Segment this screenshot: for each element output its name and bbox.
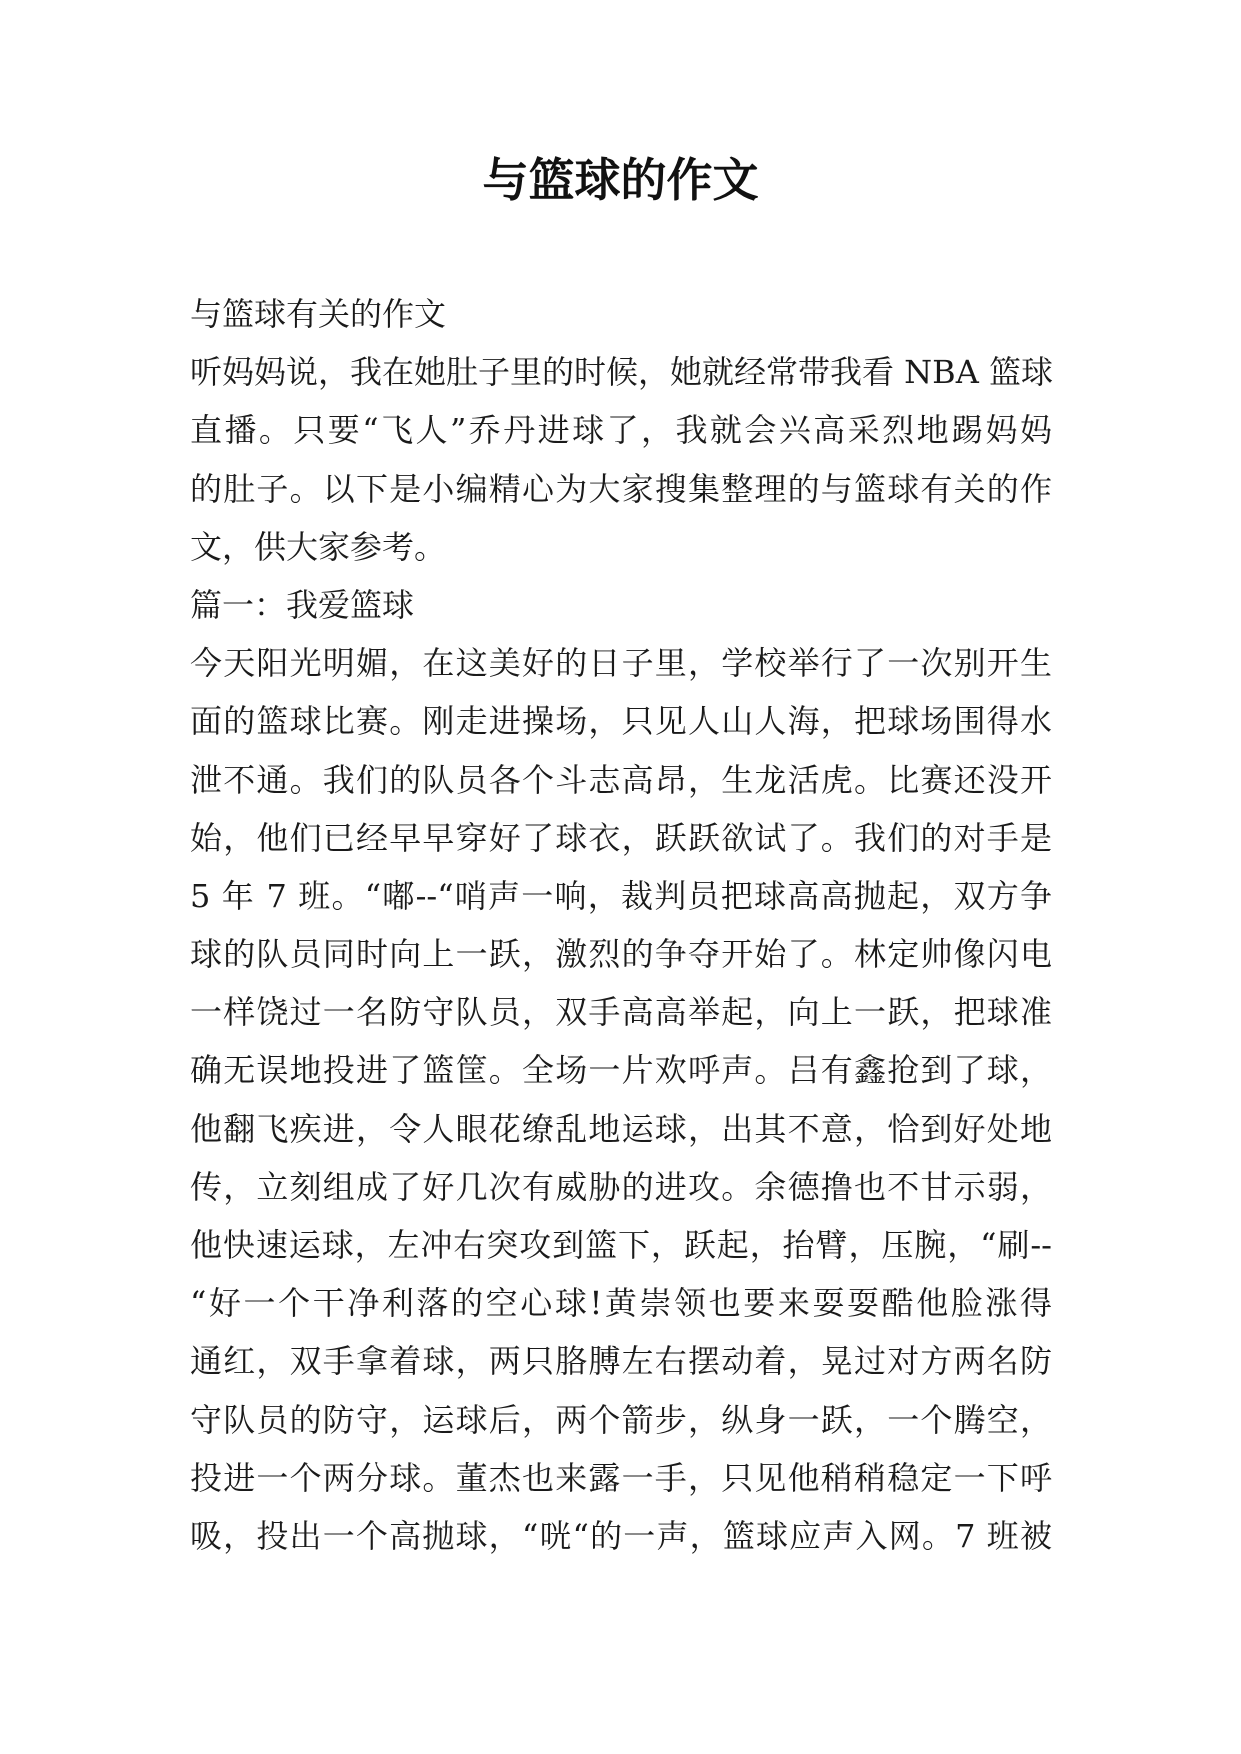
text-line: 面的篮球比赛。刚走进操场，只见人山人海，把球场围得水 [190, 702, 1052, 741]
text-line: 确无误地投进了篮筐。全场一片欢呼声。吕有鑫抢到了球， [190, 1051, 1052, 1090]
section-heading: 篇一：我爱篮球 [190, 585, 415, 624]
text-line: 直播。只要“飞人”乔丹进球了，我就会兴高采烈地踢妈妈 [190, 411, 1052, 450]
document-body [190, 285, 1052, 1565]
text-line: 的肚子。以下是小编精心为大家搜集整理的与篮球有关的作 [190, 469, 1052, 508]
text-line: 听妈妈说，我在她肚子里的时候，她就经常带我看 NBA 篮球 [190, 353, 1053, 392]
text-line: 他翻飞疾进，令人眼花缭乱地运球，出其不意，恰到好处地 [190, 1109, 1052, 1148]
text-line: 他快速运球，左冲右突攻到篮下，跃起，抬臂，压腕，“刷-- [190, 1226, 1052, 1264]
text-line: 传，立刻组成了好几次有威胁的进攻。余德撸也不甘示弱， [190, 1167, 1052, 1206]
text-line: “好一个干净利落的空心球!黄崇领也要来耍耍酷他脸涨得 [190, 1284, 1052, 1323]
text-line: 守队员的防守，运球后，两个箭步，纵身一跃，一个腾空， [190, 1400, 1052, 1439]
text-line: 一样饶过一名防守队员，双手高高举起，向上一跃，把球准 [190, 993, 1052, 1032]
text-line: 吸，投出一个高抛球，“咣“的一声，篮球应声入网。7 班被 [190, 1516, 1052, 1555]
text-line: 通红，双手拿着球，两只胳膊左右摆动着，晃过对方两名防 [190, 1342, 1052, 1381]
document-title: 与篮球的作文 [482, 153, 759, 207]
text-line: 泄不通。我们的队员各个斗志高昂，生龙活虎。比赛还没开 [190, 760, 1052, 799]
text-line: 5 年 7 班。“嘟--“哨声一响，裁判员把球高高抛起，双方争 [190, 876, 1052, 915]
text-line: 球的队员同时向上一跃，激烈的争夺开始了。林定帅像闪电 [190, 935, 1052, 974]
text-line: 文，供大家参考。 [190, 527, 447, 566]
text-line: 投进一个两分球。董杰也来露一手，只见他稍稍稳定一下呼 [190, 1458, 1052, 1497]
text-line: 与篮球有关的作文 [190, 295, 447, 333]
text-line: 今天阳光明媚，在这美好的日子里，学校举行了一次别开生 [190, 644, 1052, 683]
text-line: 始，他们已经早早穿好了球衣，跃跃欲试了。我们的对手是 [190, 818, 1052, 857]
